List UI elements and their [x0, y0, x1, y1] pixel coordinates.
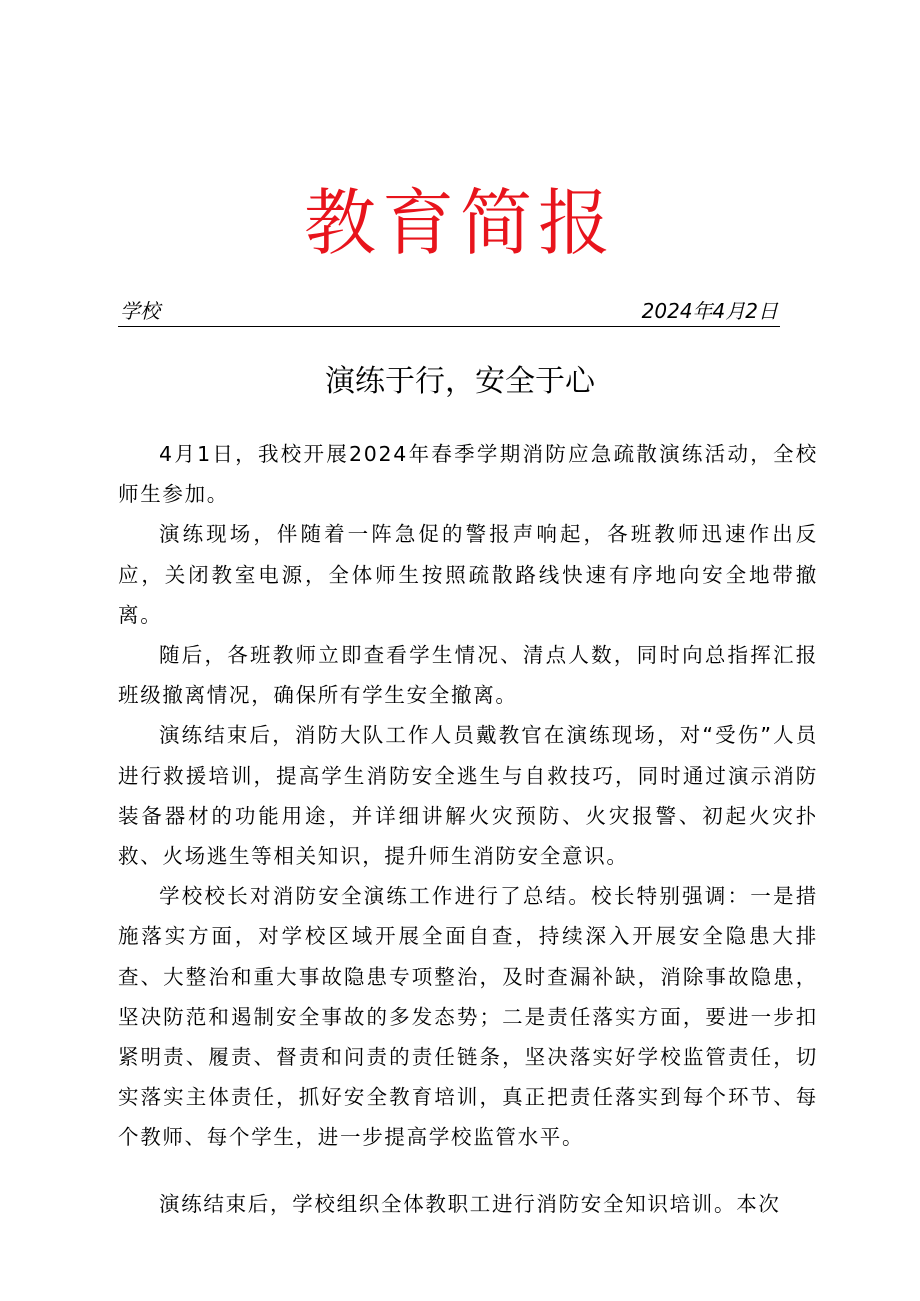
- article-paragraph: 学校校长对消防安全演练工作进行了总结。校长特别强调：一是措施落实方面，对学校区域开展全面自查，持续深入开展安全隐患大排查、大整治和重大事故隐患专项整治，及时查漏补缺，消除事故隐患，坚决防范和遏制安全事故的多发态势；二是责任落实方面，要进一步扣紧明责、履责、督责和问责的责任链条，坚决落实好学校监管责任，切实落实主体责任，抓好安全教育培训，真正把责任落实到每个环节、每个教师、每个学生，进一步提高学校监管水平。: [118, 884, 818, 1150]
- school-label: 学校: [120, 299, 160, 323]
- article-title: 演练于行，安全于心: [325, 364, 595, 399]
- issue-date: 2024年4月2日: [641, 299, 778, 323]
- newsletter-masthead: 教育简报: [303, 181, 616, 265]
- article-paragraph: 演练现场，伴随着一阵急促的警报声响起，各班教师迅速作出反应，关闭教室电源，全体师生按照疏散路线快速有序地向安全地带撤离。: [118, 522, 818, 627]
- article-paragraph: 演练结束后，学校组织全体教职工进行消防安全知识培训。本次: [159, 1191, 781, 1216]
- article-paragraph: 演练结束后，消防大队工作人员戴教官在演练现场，对“受伤”人员进行救援培训，提高学生消防安全逃生与自救技巧，同时通过演示消防装备器材的功能用途，并详细讲解火灾预防、火灾报警、初起火灾扑救、火场逃生等相关知识，提升师生消防安全意识。: [118, 723, 818, 869]
- issue-header-line: [118, 296, 780, 327]
- article-paragraph: 随后，各班教师立即查看学生情况、清点人数，同时向总指挥汇报班级撤离情况，确保所有学生安全撤离。: [118, 643, 818, 708]
- article-body: [118, 434, 818, 1224]
- article-paragraph: 4月1日，我校开展2024年春季学期消防应急疏散演练活动，全校师生参加。: [118, 442, 818, 507]
